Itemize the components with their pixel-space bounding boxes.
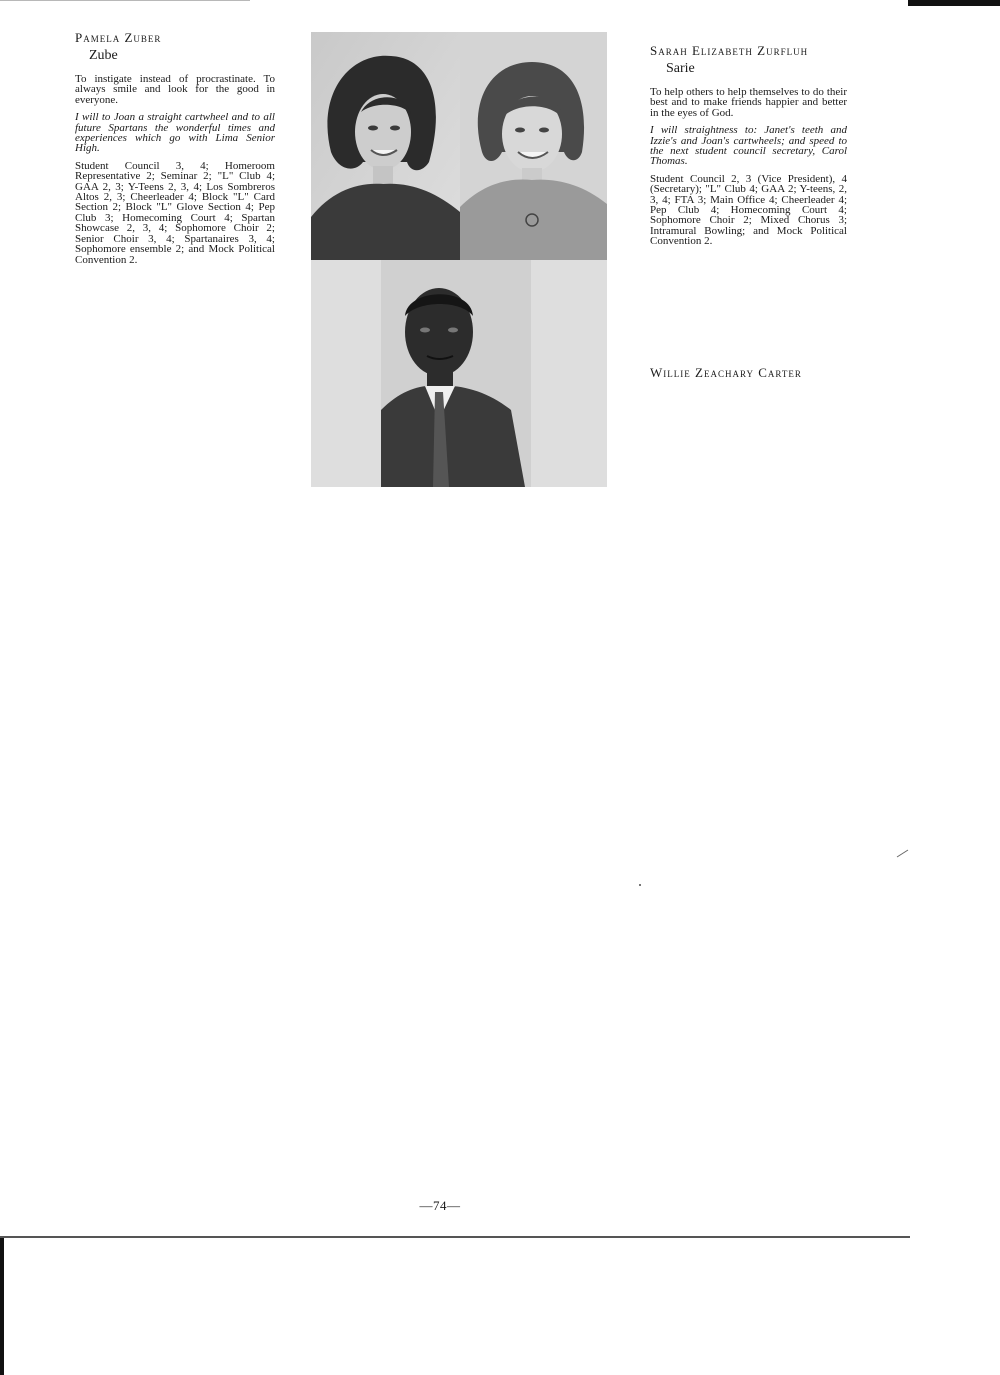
- entry-willie-carter: [650, 365, 870, 380]
- student-motto: To help others to help themselves to do their best and to make friends happier and better in the eyes of God.: [650, 86, 847, 119]
- portrait-willie-carter: [311, 260, 607, 487]
- student-motto: To instigate instead of procrastinate. To always smile and look for the good in everyone.: [75, 73, 275, 106]
- scan-edge-left: [0, 1238, 4, 1375]
- student-nickname: Zube: [89, 48, 118, 63]
- portrait-sarah-zurfluh: [460, 32, 607, 260]
- portrait-group: [311, 32, 607, 487]
- page-number: —74—: [419, 1198, 461, 1213]
- student-activities: Student Council 3, 4; Homeroom Representative 2; Seminar 2; "L" Club 4; GAA 2, 3; Y-Teens 2, 3, 4; Los Sombreros Altos 2, 3; Cheerleader 4; Block "L" Card Section 2; Block "L" Glove Section 4; Pep Club 3; Homecoming Court 4; Spartan Showcase 2, 3, 4; Sophomore Choir 2; Senior Choir 3, 4; Spartanaires 3, 4; Sophomore ensemble 2; and Mock Political Convention 2.: [75, 159, 275, 266]
- scan-edge-top: [0, 0, 250, 1]
- student-name: Sarah Elizabeth Zurfluh: [650, 43, 809, 58]
- student-name: Willie Zeachary Carter: [650, 365, 802, 380]
- portrait-pamela-zuber: [311, 32, 460, 260]
- student-will: I will straightness to: Janet's teeth and Izzie's and Joan's cartwheels; and speed to the next student council secretary, Carol Thomas.: [650, 124, 847, 168]
- entry-sarah-zurfluh: [650, 43, 847, 247]
- student-activities: Student Council 2, 3 (Vice President), 4 (Secretary); "L" Club 4; GAA 2; Y-teens, 2, 3, 4; FTA 3; Main Office 4; Cheerleader 4; Pep Club 4; Homecoming Court 4; Sophomore Choir 2; Mixed Chorus 3; Intramural Bowling; and Mock Political Convention 2.: [650, 172, 847, 248]
- student-nickname: Sarie: [666, 61, 695, 76]
- student-will: I will to Joan a straight cartwheel and to all future Spartans the wonderful times and experiences which go with Lima Senior High.: [75, 111, 275, 155]
- scan-mark: [896, 848, 910, 858]
- scan-edge-bottom: [0, 1236, 910, 1238]
- entry-pamela-zuber: [75, 30, 275, 265]
- scan-dot: [639, 884, 641, 886]
- student-name: Pamela Zuber: [75, 30, 162, 45]
- scan-edge-corner: [908, 0, 1000, 6]
